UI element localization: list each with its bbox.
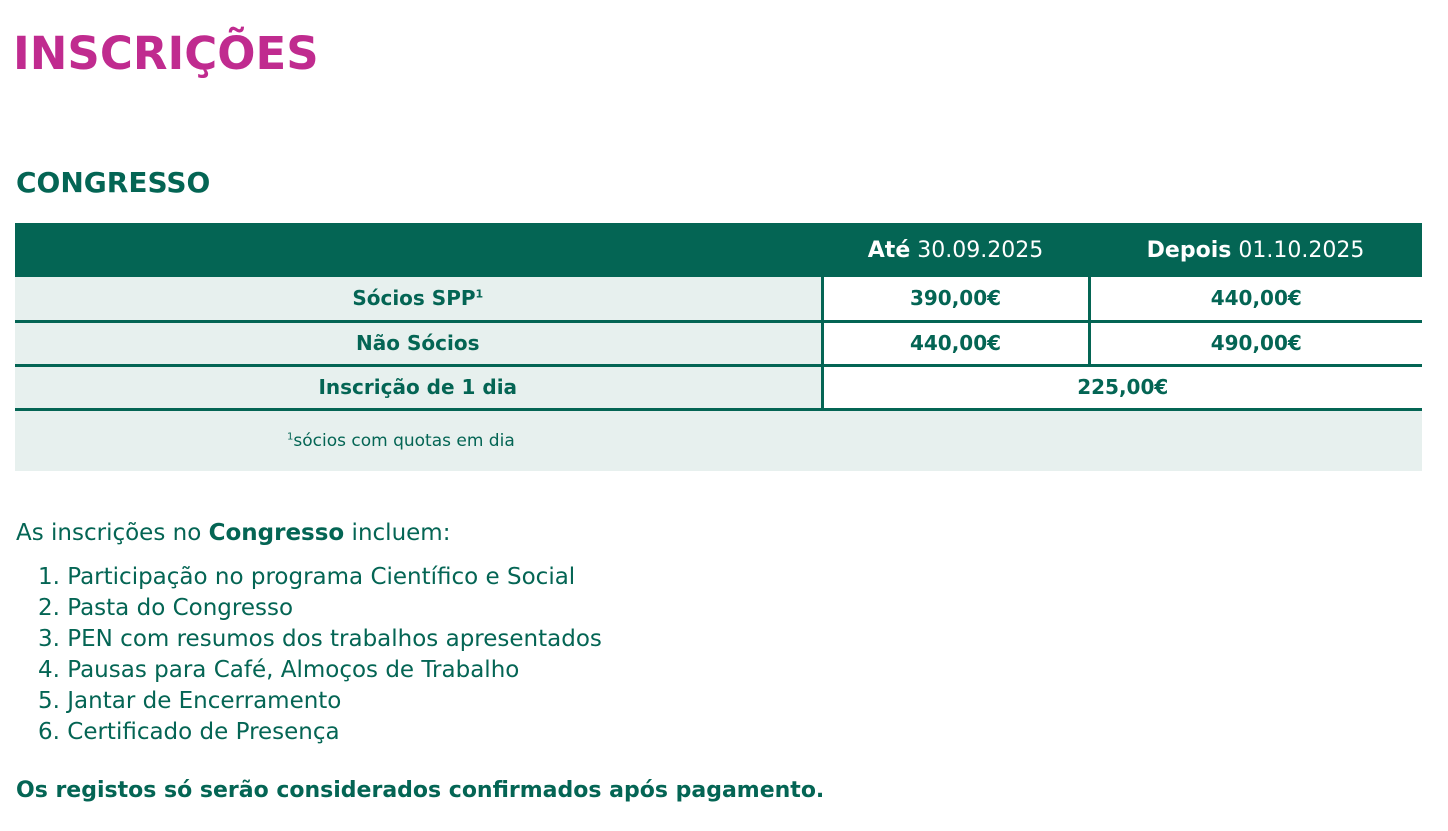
includes-intro-suffix: incluem: bbox=[344, 520, 451, 546]
price-members-early: 390,00€ bbox=[822, 277, 1089, 321]
table-row bbox=[15, 277, 1422, 321]
row-label-one-day: Inscrição de 1 dia bbox=[15, 365, 822, 409]
list-item: 6. Certificado de Presença bbox=[38, 719, 340, 745]
table-row bbox=[15, 365, 1422, 409]
header-early-label: Até bbox=[867, 237, 911, 263]
list-item: 4. Pausas para Café, Almoços de Trabalho bbox=[38, 657, 520, 683]
list-item: 2. Pasta do Congresso bbox=[38, 595, 294, 621]
list-item: 5. Jantar de Encerramento bbox=[38, 688, 342, 714]
includes-intro-bold: Congresso bbox=[208, 520, 345, 546]
table-header-row bbox=[15, 223, 1422, 277]
price-members-late: 440,00€ bbox=[1089, 277, 1422, 321]
header-early-date: 30.09.2025 bbox=[910, 237, 1044, 263]
includes-intro bbox=[16, 517, 450, 549]
includes-list bbox=[38, 562, 602, 748]
row-label-members bbox=[15, 277, 822, 321]
includes-intro-prefix: As inscrições no bbox=[16, 520, 209, 546]
list-item: 3. PEN com resumos dos trabalhos apresentados bbox=[38, 626, 602, 652]
header-late-date: 01.10.2025 bbox=[1231, 237, 1365, 263]
header-late-label: Depois bbox=[1146, 237, 1232, 263]
header-early-deadline bbox=[822, 223, 1089, 277]
table-footnote bbox=[15, 409, 1422, 471]
table-footnote-row bbox=[15, 409, 1422, 471]
list-item: 1. Participação no programa Científico e Social bbox=[38, 564, 576, 590]
price-table bbox=[15, 223, 1422, 471]
section-title: CONGRESSO bbox=[16, 166, 211, 199]
footnote-text: sócios com quotas em dia bbox=[293, 430, 515, 451]
price-one-day: 225,00€ bbox=[822, 365, 1422, 409]
row-label-non-members: Não Sócios bbox=[15, 321, 822, 365]
header-empty-cell bbox=[15, 223, 822, 277]
price-non-members-early: 440,00€ bbox=[822, 321, 1089, 365]
row-label-text: Sócios SPP bbox=[352, 286, 476, 311]
price-non-members-late: 490,00€ bbox=[1089, 321, 1422, 365]
table-row bbox=[15, 321, 1422, 365]
page-title: INSCRIÇÕES bbox=[13, 27, 319, 80]
confirmation-note: Os registos só serão considerados confirmados após pagamento. bbox=[16, 778, 825, 803]
footnote-marker: 1 bbox=[287, 430, 294, 442]
header-late-deadline bbox=[1089, 223, 1422, 277]
footnote-marker: 1 bbox=[475, 287, 484, 301]
